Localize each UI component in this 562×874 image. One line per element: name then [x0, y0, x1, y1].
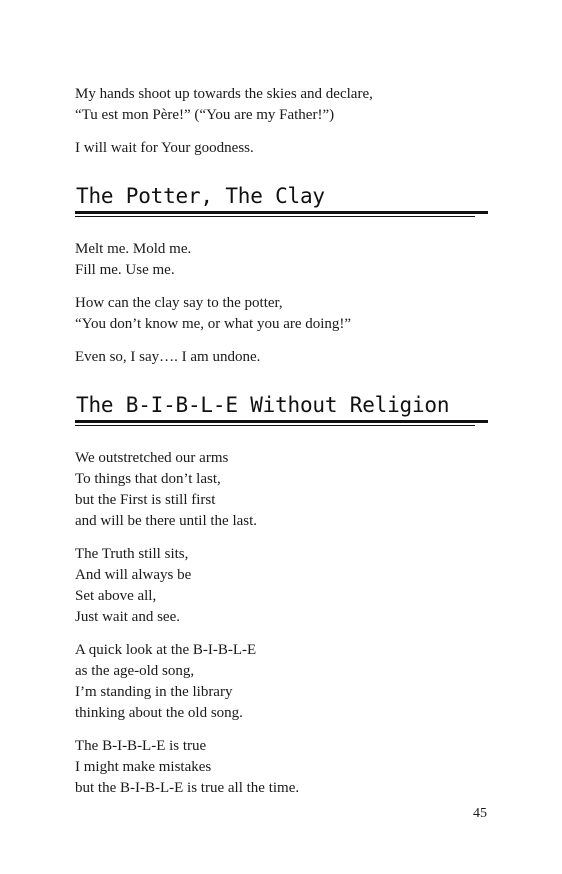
poem-line: Just wait and see.	[75, 609, 180, 625]
poem-line: Even so, I say…. I am undone.	[75, 349, 261, 365]
poem-title: The Potter, The Clay	[76, 184, 325, 208]
heading-rule-thin	[75, 425, 475, 426]
heading-rule-thick	[75, 420, 488, 423]
section-heading	[75, 183, 488, 217]
poem-line: but the B-I-B-L-E is true all the time.	[75, 780, 300, 796]
stanza	[75, 239, 488, 281]
poem-title: The B-I-B-L-E Without Religion	[76, 393, 450, 417]
poem-line: “Tu est mon Père!” (“You are my Father!”)	[75, 107, 335, 123]
stanza	[75, 347, 488, 368]
poem-line: and will be there until the last.	[75, 513, 258, 529]
poem-line: Fill me. Use me.	[75, 262, 175, 278]
poem-line: “You don’t know me, or what you are doing!”	[75, 316, 352, 332]
section-heading	[75, 392, 488, 426]
poem-line: as the age-old song,	[75, 663, 195, 679]
stanza	[75, 84, 488, 126]
poem-bible-without-religion	[75, 448, 488, 799]
poem-line: The B-I-B-L-E is true	[75, 738, 207, 754]
stanza	[75, 736, 488, 799]
poem-line: My hands shoot up towards the skies and declare,	[75, 86, 373, 102]
stanza	[75, 640, 488, 724]
poem-line: Set above all,	[75, 588, 157, 604]
poem-line: A quick look at the B-I-B-L-E	[75, 642, 257, 658]
poem-line: To things that don’t last,	[75, 471, 221, 487]
poem-line: And will always be	[75, 567, 192, 583]
poem-line: thinking about the old song.	[75, 705, 243, 721]
stanza	[75, 293, 488, 335]
heading-rule-thick	[75, 211, 488, 214]
poem-line: but the First is still first	[75, 492, 216, 508]
heading-rule-thin	[75, 216, 475, 217]
poem-line: How can the clay say to the potter,	[75, 295, 283, 311]
poem-line: We outstretched our arms	[75, 450, 229, 466]
poem-potter-clay	[75, 239, 488, 368]
stanza	[75, 448, 488, 532]
stanza	[75, 544, 488, 628]
poem-line: I might make mistakes	[75, 759, 212, 775]
intro-section	[75, 84, 488, 159]
stanza	[75, 138, 488, 159]
poem-line: The Truth still sits,	[75, 546, 189, 562]
poem-line: I will wait for Your goodness.	[75, 140, 254, 156]
poem-line: I’m standing in the library	[75, 684, 233, 700]
page-body	[75, 84, 488, 811]
poem-line: Melt me. Mold me.	[75, 241, 192, 257]
page-number: 45	[473, 806, 487, 821]
